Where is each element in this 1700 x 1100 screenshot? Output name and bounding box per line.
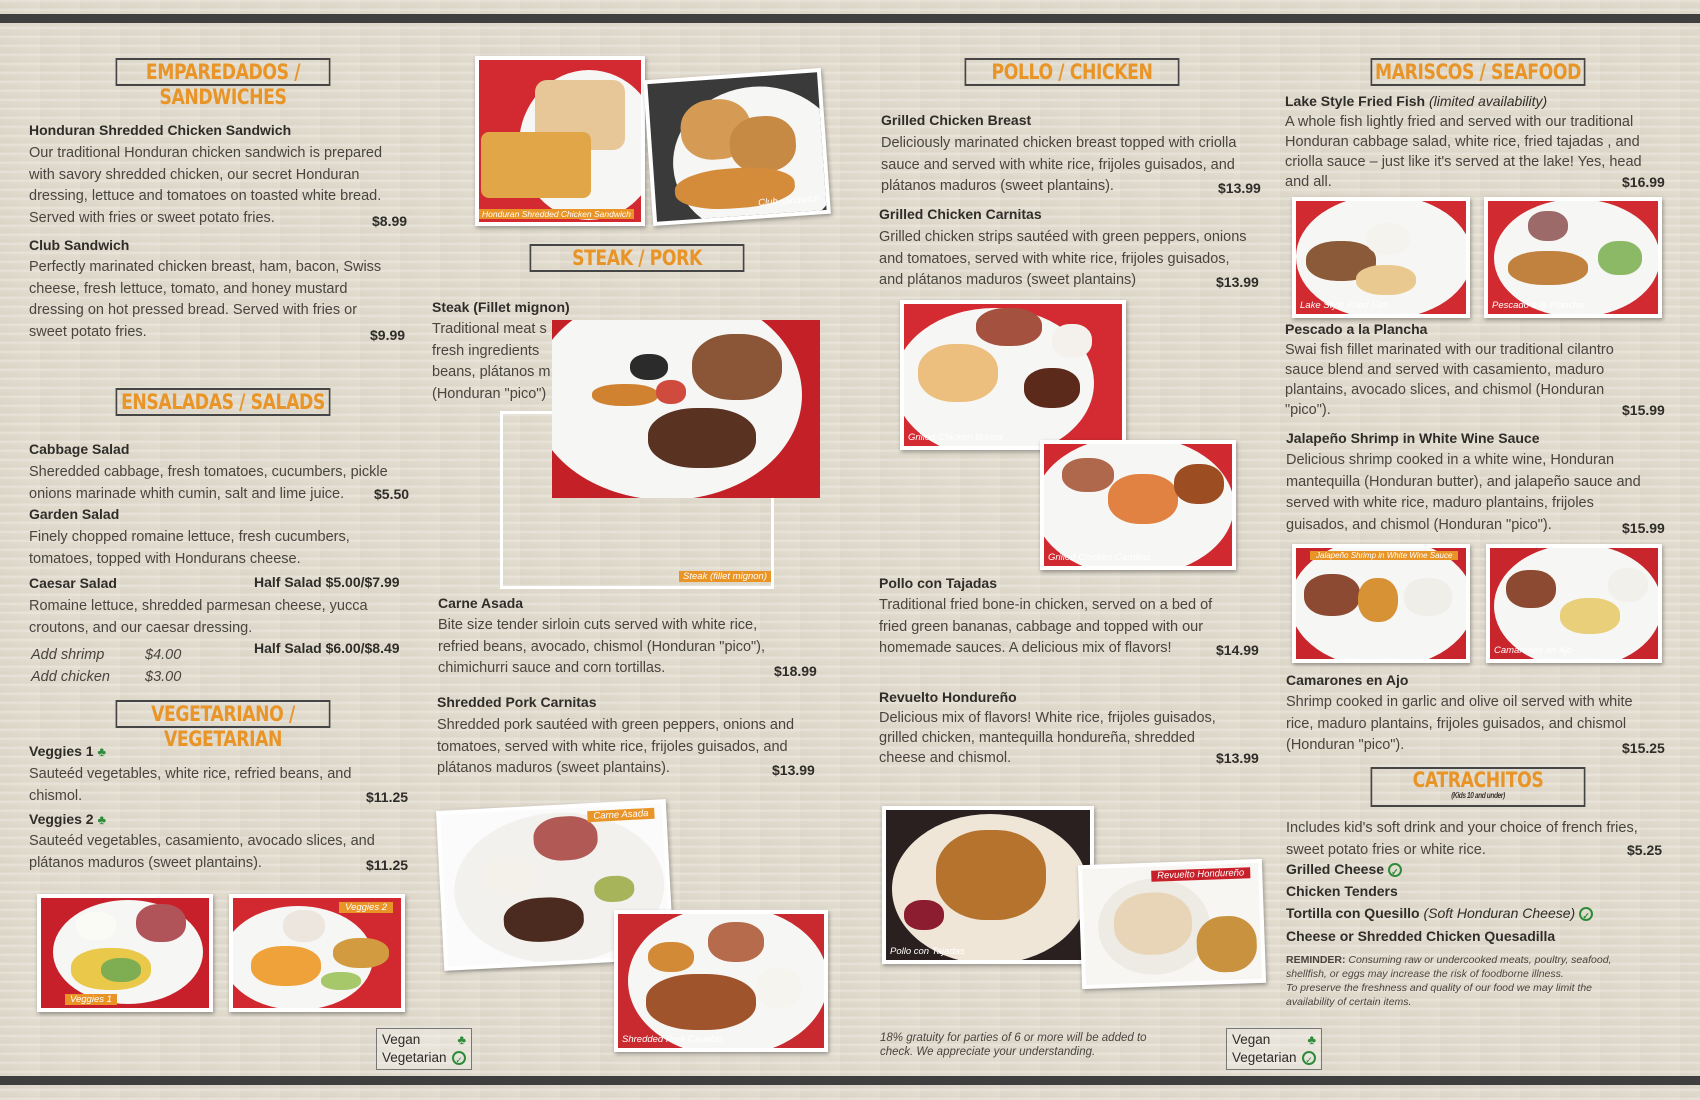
section-title-steak: STEAK / PORK <box>530 244 745 272</box>
photo-caption: Pollo con Tajadas <box>890 946 965 957</box>
item-description: Our traditional Honduran chicken sandwich is prepared with savory shredded chicken, our secret Honduran dressing, lettuce and tomatoes on toasted white bread. Served with fries or sweet potato fries. <box>29 145 383 226</box>
item-price: $16.99 <box>1622 174 1665 190</box>
diet-legend <box>1226 1028 1322 1070</box>
food-photo-grilled-chicken-carnitas <box>1040 440 1236 570</box>
food-photo-veggies-1 <box>37 894 213 1012</box>
addon-label: Add chicken <box>31 669 110 685</box>
gratuity-note: 18% gratuity for parties of 6 or more will be added to check. We appreciate your understanding. <box>880 1032 1147 1058</box>
photo-caption: Club sandwich <box>757 193 821 209</box>
vegetarian-icon: ✓ <box>1302 1051 1316 1065</box>
food-photo-camarones-ajo <box>1486 544 1662 663</box>
photo-caption: Steak (fillet mignon) <box>679 571 771 582</box>
food-photo-club-sandwich <box>643 68 831 226</box>
vegan-icon: ♣ <box>457 1032 466 1047</box>
item-price: $15.99 <box>1622 402 1665 418</box>
food-photo-veggies-2 <box>229 894 405 1012</box>
item-description: Shredded pork sautéed with green peppers, onions and tomatoes, served with white rice, frijoles guisados, and plátanos maduros (sweet plantains). <box>437 717 795 776</box>
kids-item: Cheese or Shredded Chicken Quesadilla <box>1286 928 1556 944</box>
legend-vegetarian-label: Vegetarian <box>1232 1050 1297 1065</box>
item-description: A whole fish lightly fried and served with our traditional Honduran cabbage salad, white rice, fried tajadas , and criolla sauce – just like it's served at the lake! Yes, head and all. <box>1285 114 1642 190</box>
food-photo-pescado-plancha <box>1484 197 1662 318</box>
kids-item: Chicken Tenders <box>1286 883 1398 899</box>
item-price: $11.25 <box>366 789 409 805</box>
item-name: Grilled Chicken Breast <box>881 112 1032 128</box>
photo-caption: Honduran Shredded Chicken Sandwich <box>479 209 634 219</box>
item-name: Lake Style Fried Fish (limited availability) <box>1285 93 1548 109</box>
item-price: $13.99 <box>1218 180 1261 196</box>
photo-caption: Revuelto Hondureño <box>1151 867 1250 881</box>
item-name: Carne Asada <box>438 595 524 611</box>
food-photo-lake-fish <box>1292 197 1470 318</box>
kids-item: Tortilla con Quesillo (Soft Honduran Cheese) ✓ <box>1286 905 1593 921</box>
vegan-icon: ♣ <box>1307 1032 1316 1047</box>
photo-caption: Shredded Pork Carnitas <box>622 1034 724 1045</box>
item-name: Revuelto Hondureño <box>879 689 1017 705</box>
item-name: Shredded Pork Carnitas <box>437 694 597 710</box>
item-description: Bite size tender sirloin cuts served with white rice, refried beans, avocado, chismol (Honduran "pico"), chimichurri sauce and corn tortillas. <box>438 617 766 676</box>
item-price: Half Salad $6.00/$8.49 <box>254 640 400 656</box>
item-description: Sheredded cabbage, fresh tomatoes, cucumbers, pickle onions marinade whith cumin, salt and lime juice. <box>29 464 388 502</box>
vegetarian-icon: ✓ <box>1388 863 1402 877</box>
photo-caption: Jalapeño Shrimp in White Wine Sauce <box>1310 551 1458 560</box>
item-name: Veggies 1 ♣ <box>29 743 107 759</box>
food-photo-honduran-sandwich <box>475 56 645 226</box>
food-photo-jalapeno-shrimp <box>1292 544 1470 663</box>
item-price: $15.25 <box>1622 740 1665 756</box>
item-description: Grilled chicken strips sautéed with green peppers, onions and tomatoes, served with white rice, frijoles guisados, and plátanos maduros (sweet plantains) <box>879 229 1247 288</box>
item-description: Traditional fried bone-in chicken, served on a bed of fried green bananas, cabbage and topped with our homemade sauces. A delicious mix of flavors! <box>879 597 1213 656</box>
photo-caption: Grilled Chicken Breast <box>908 432 1003 443</box>
item-name: Club Sandwich <box>29 237 130 253</box>
vegan-icon: ♣ <box>97 744 107 759</box>
legend-vegan-label: Vegan <box>1232 1032 1271 1047</box>
item-name: Veggies 2 ♣ <box>29 811 107 827</box>
item-price: $13.99 <box>1216 274 1259 290</box>
item-price: $11.25 <box>366 857 409 873</box>
food-photo-revuelto <box>1078 859 1266 989</box>
item-description: Delicious mix of flavors! White rice, frijoles guisados, grilled chicken, mantequilla hondureña, shredded cheese and chismol. <box>879 710 1216 766</box>
item-price: $15.99 <box>1622 520 1665 536</box>
addon-price: $4.00 <box>145 647 182 663</box>
item-price: $5.25 <box>1627 842 1663 858</box>
item-description: Swai fish fillet marinated with our traditional cilantro sauce blend and served with casamiento, maduro plantains, avocado slices, and chismol (Honduran "pico"). <box>1285 342 1614 418</box>
photo-caption: Veggies 1 <box>65 994 117 1005</box>
food-photo-grilled-chicken-breast <box>900 300 1126 450</box>
photo-caption: Carne Asada <box>587 808 655 822</box>
vegetarian-icon: ✓ <box>1579 907 1593 921</box>
item-description: Delicious shrimp cooked in a white wine, Honduran mantequilla (Honduran butter), and jalapeño sauce and served with white rice, maduro plantains, frijoles guisados, and chismol (Honduran "pico"). <box>1286 452 1641 533</box>
item-description: Shrimp cooked in garlic and olive oil served with white rice, maduro plantains, frijoles guisados, and chismol (Honduran "pico"). <box>1286 694 1633 753</box>
addon-label: Add shrimp <box>31 647 105 663</box>
section-title-vegetarian: VEGETARIANO / VEGETARIAN <box>116 700 331 728</box>
item-name: Caesar Salad <box>29 575 117 591</box>
kids-item: Grilled Cheese ✓ <box>1286 861 1402 877</box>
photo-caption: Grilled Chicken Carnitas <box>1048 552 1151 563</box>
item-description: Romaine lettuce, shredded parmesan cheese, yucca croutons, and our caesar dressing. <box>29 598 368 636</box>
diet-legend <box>376 1028 472 1070</box>
photo-caption: Lake Style Fried Fish <box>1300 300 1390 311</box>
item-price: $13.99 <box>772 762 815 778</box>
photo-caption: Pescado a la Plancha <box>1492 300 1584 311</box>
kids-age-note: (Kids 10 and under) <box>1451 791 1505 800</box>
section-title-seafood: MARISCOS / SEAFOOD <box>1371 58 1586 86</box>
section-title-kids: CATRACHITOS (Kids 10 and under) <box>1371 767 1586 807</box>
item-name: Camarones en Ajo <box>1286 672 1409 688</box>
item-description: Finely chopped romaine lettuce, fresh cucumbers, tomatoes, topped with Hondurans cheese. <box>29 529 350 567</box>
vegetarian-icon: ✓ <box>452 1051 466 1065</box>
section-title-sandwiches: EMPAREDADOS / SANDWICHES <box>116 58 331 86</box>
item-name: Cabbage Salad <box>29 441 130 457</box>
item-name: Grilled Chicken Carnitas <box>879 206 1042 222</box>
legend-vegetarian-label: Vegetarian <box>382 1050 447 1065</box>
item-description: Perfectly marinated chicken breast, ham, bacon, Swiss cheese, fresh lettuce, tomato, and honey mustard dressing on hot pressed bread. Served with fries or sweet potato fries. <box>29 259 382 340</box>
item-price: $5.50 <box>374 486 410 502</box>
reminder-note: REMINDER: Consuming raw or undercooked meats, poultry, seafood, shellfish, or eggs may increase the risk of foodborne illness. To preserve the freshness and quality of our food we may limit the availability of certain items. <box>1286 954 1612 1008</box>
item-name: Steak (Fillet mignon) <box>432 299 570 315</box>
item-description: Traditional meat s fresh ingredients beans, plátanos m (Honduran "pico") <box>432 321 551 402</box>
item-price: $13.99 <box>1216 750 1259 766</box>
food-photo-steak <box>552 320 820 498</box>
section-title-chicken: POLLO / CHICKEN <box>965 58 1180 86</box>
item-price: $8.99 <box>372 213 408 229</box>
addon-price: $3.00 <box>145 669 182 685</box>
top-bar <box>0 14 1700 23</box>
item-price: Half Salad $5.00/$7.99 <box>254 574 400 590</box>
item-price: $14.99 <box>1216 642 1259 658</box>
food-photo-pollo-con-tajadas <box>882 806 1094 964</box>
section-title-salads: ENSALADAS / SALADS <box>116 388 331 416</box>
legend-vegan-label: Vegan <box>382 1032 421 1047</box>
item-name: Honduran Shredded Chicken Sandwich <box>29 122 292 138</box>
photo-caption: Camarones en Ajo <box>1494 645 1573 656</box>
kids-description: Includes kid's soft drink and your choice of french fries, sweet potato fries or white rice. <box>1286 820 1638 858</box>
vegan-icon: ♣ <box>97 812 107 827</box>
item-description: Sauteéd vegetables, casamiento, avocado slices, and plátanos maduros (sweet plantains). <box>29 833 375 871</box>
item-price: $18.99 <box>774 663 817 679</box>
item-name: Pescado a la Plancha <box>1285 321 1428 337</box>
item-name: Garden Salad <box>29 506 120 522</box>
photo-caption: Veggies 2 <box>339 902 393 913</box>
item-price: $9.99 <box>370 327 406 343</box>
item-description: Deliciously marinated chicken breast topped with criolla sauce and served with white rice, frijoles guisados, and plátanos maduros (sweet plantains). <box>881 135 1237 194</box>
bottom-bar <box>0 1076 1700 1085</box>
item-name: Jalapeño Shrimp in White Wine Sauce <box>1286 430 1540 446</box>
food-photo-carnitas <box>614 910 828 1052</box>
item-description: Sauteéd vegetables, white rice, refried beans, and chismol. <box>29 766 352 804</box>
item-name: Pollo con Tajadas <box>879 575 997 591</box>
